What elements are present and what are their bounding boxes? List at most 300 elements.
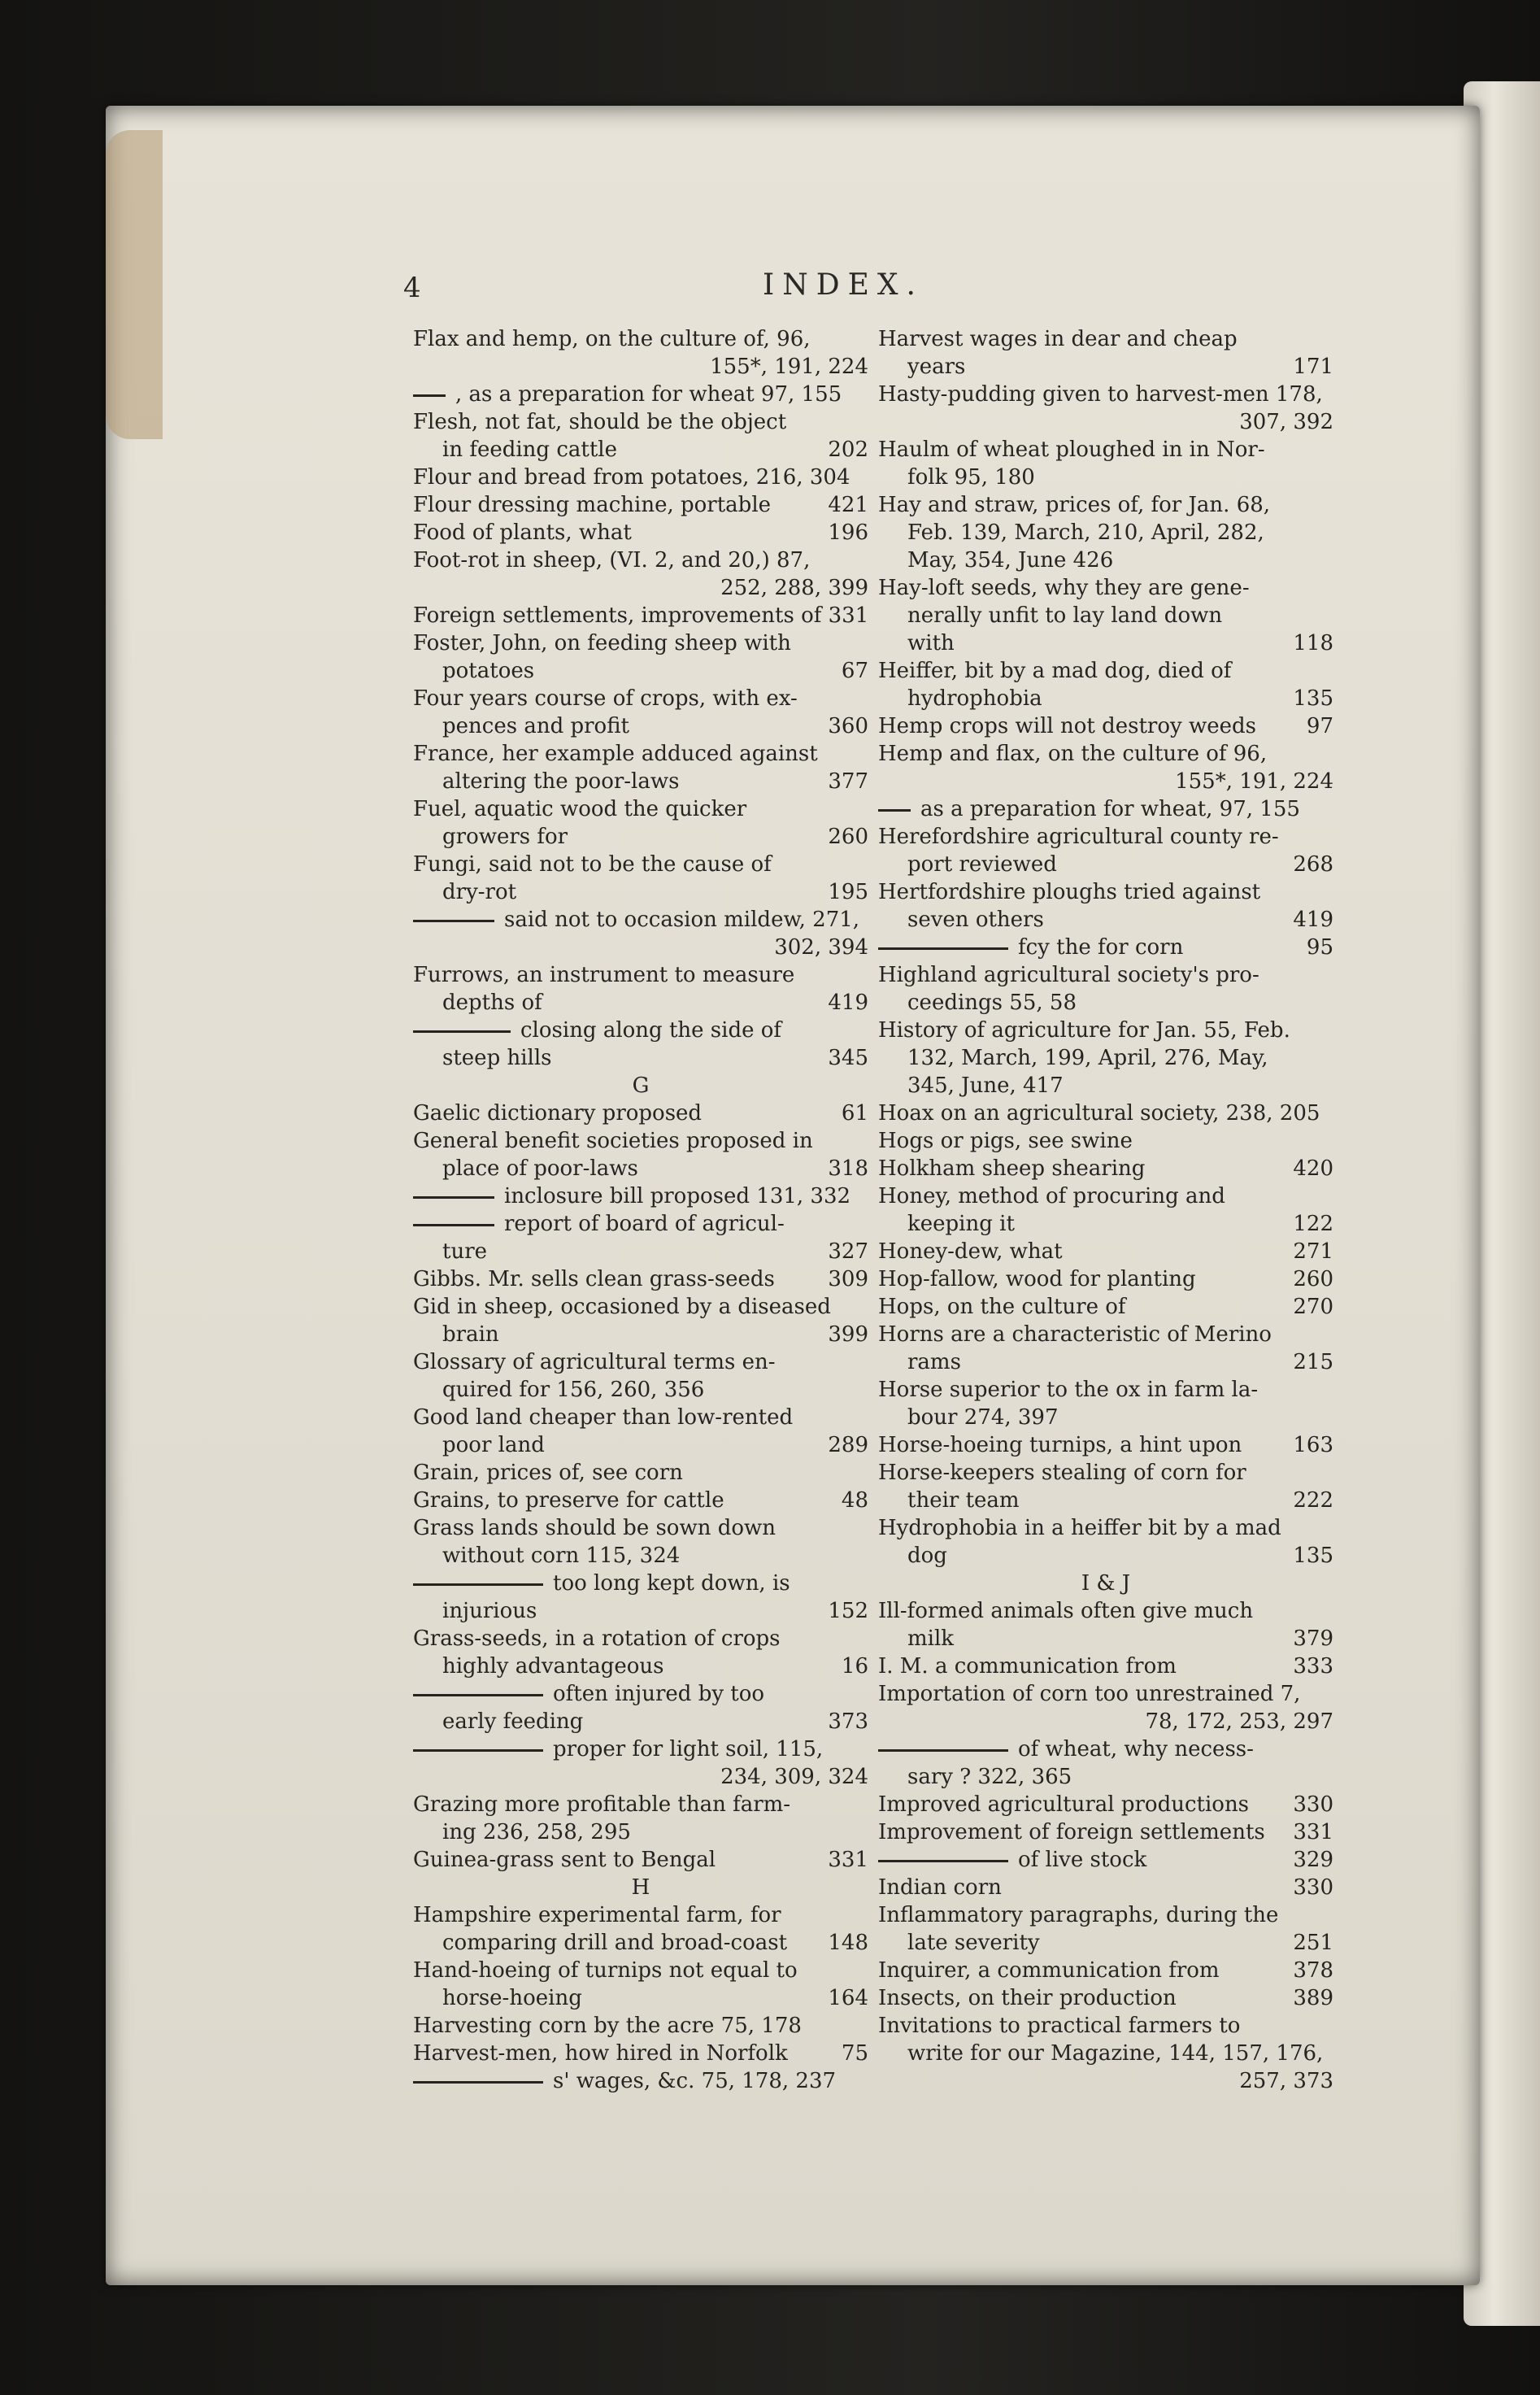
index-entry-text: rams: [907, 1350, 961, 1374]
ditto-dash: [413, 920, 494, 922]
index-entry-line: [413, 353, 868, 381]
index-entry-line: [878, 1321, 1333, 1348]
index-entry-line: [878, 602, 1333, 629]
index-entry-line: [413, 1901, 868, 1929]
index-entry-line: [878, 353, 1333, 381]
index-entry-line: [413, 629, 868, 657]
index-page-ref: 135: [1293, 686, 1333, 711]
index-entry-text: Guinea-grass sent to Bengal: [413, 1848, 716, 1872]
index-page-ref: 135: [1293, 1544, 1333, 1568]
index-entry-line: [878, 1901, 1333, 1929]
ditto-dash: [878, 1860, 1008, 1862]
index-entry-line: [878, 851, 1333, 878]
index-entry-line: [878, 574, 1333, 602]
index-entry-text: injurious: [442, 1599, 537, 1623]
index-entry-text: fcy the for corn: [1018, 935, 1184, 960]
index-entry-line: [413, 1431, 868, 1459]
index-page-ref: 152: [828, 1599, 868, 1623]
index-entry-text: comparing drill and broad-coast: [442, 1931, 788, 1955]
index-entry-text: quired for 156, 260, 356: [442, 1378, 705, 1402]
index-entry-line: [413, 574, 868, 602]
index-entry-text: keeping it: [907, 1212, 1015, 1236]
index-entry-text: Grains, to preserve for cattle: [413, 1488, 724, 1513]
index-entry-line: [878, 1487, 1333, 1514]
ditto-dash: [413, 1196, 494, 1199]
index-entry-text: report of board of agricul-: [504, 1212, 785, 1236]
index-entry-text: Improvement of foreign settlements: [878, 1820, 1265, 1844]
index-entry-text: Hand-hoeing of turnips not equal to: [413, 1958, 798, 1983]
index-page-ref: 270: [1293, 1295, 1333, 1319]
index-entry-text: Fuel, aquatic wood the quicker: [413, 797, 747, 821]
index-entry-line: [413, 1459, 868, 1487]
index-entry-line: [413, 1680, 868, 1708]
index-page-ref: 195: [828, 880, 868, 904]
index-page-ref: 345: [828, 1046, 868, 1070]
index-entry-line: [413, 1846, 868, 1874]
index-page-ref: 378: [1293, 1958, 1333, 1983]
index-page-ref: 333: [1293, 1654, 1333, 1679]
index-entry-text: Flour and bread from potatoes, 216, 304: [413, 465, 850, 490]
index-entry-text: , as a preparation for wheat 97, 155: [455, 382, 842, 407]
index-page-ref: 16: [841, 1654, 868, 1679]
index-entry-line: [413, 989, 868, 1017]
index-entry-text: closing along the side of: [520, 1018, 782, 1043]
index-entry-text: Foster, John, on feeding sheep with: [413, 631, 791, 655]
index-entry-text: growers for: [442, 825, 568, 849]
index-section-heading: [413, 1072, 868, 1100]
ditto-dash: [413, 1583, 543, 1586]
index-entry-line: [413, 1348, 868, 1376]
index-entry-text: Four years course of crops, with ex-: [413, 686, 798, 711]
index-entry-text: Importation of corn too unrestrained 7,: [878, 1682, 1301, 1706]
index-entry-line: [413, 823, 868, 851]
index-entry-line: [413, 1625, 868, 1653]
index-entry-line: [413, 1735, 868, 1763]
index-entry-text: Indian corn: [878, 1875, 1002, 1900]
ditto-dash: [413, 1224, 494, 1226]
index-entry-line: [878, 381, 1333, 408]
index-entry-line: [878, 1514, 1333, 1542]
ditto-dash: [413, 394, 446, 397]
index-entry-text: in feeding cattle: [442, 438, 617, 462]
index-entry-text: pences and profit: [442, 714, 630, 738]
index-section-heading: [413, 1874, 868, 1901]
index-page-ref: 330: [1293, 1875, 1333, 1900]
index-entry-text: History of agriculture for Jan. 55, Feb.: [878, 1018, 1290, 1043]
index-entry-text: said not to occasion mildew, 271,: [504, 908, 860, 932]
index-entry-text: 302, 394: [774, 935, 868, 960]
index-entry-line: [878, 519, 1333, 546]
index-entry-text: Glossary of agricultural terms en-: [413, 1350, 776, 1374]
index-entry-text: inclosure bill proposed 131, 332: [504, 1184, 851, 1208]
index-entry-text: Grass lands should be sown down: [413, 1516, 777, 1540]
index-page-ref: 222: [1293, 1488, 1333, 1513]
index-entry-line: [413, 381, 868, 408]
index-page-ref: 271: [1293, 1239, 1333, 1264]
index-page-ref: 327: [828, 1239, 868, 1264]
index-entry-text: Inquirer, a communication from: [878, 1958, 1220, 1983]
index-entry-text: Inflammatory paragraphs, during the: [878, 1903, 1279, 1927]
index-entry-text: Invitations to practical farmers to: [878, 2014, 1241, 2038]
index-page-ref: 329: [1293, 1848, 1333, 1872]
index-page-ref: 419: [828, 991, 868, 1015]
ditto-dash: [413, 2081, 543, 2084]
index-entry-text: highly advantageous: [442, 1654, 664, 1679]
index-entry-line: [413, 2067, 868, 2095]
page-number: 4: [403, 272, 421, 304]
index-page-ref: 399: [828, 1322, 868, 1347]
index-entry-text: 257, 373: [1239, 2069, 1333, 2093]
index-entry-line: [878, 795, 1333, 823]
index-entry-line: [413, 961, 868, 989]
index-entry-line: [878, 1874, 1333, 1901]
index-entry-text: horse-hoeing: [442, 1986, 582, 2010]
index-page-ref: 260: [1293, 1267, 1333, 1291]
index-page-ref: 251: [1293, 1931, 1333, 1955]
index-entry-text: Foreign settlements, improvements of 331: [413, 603, 869, 628]
index-entry-line: [413, 2040, 868, 2067]
index-entry-line: [413, 436, 868, 464]
index-entry-text: ceedings 55, 58: [907, 991, 1077, 1015]
index-entry-text: Hydrophobia in a heiffer bit by a mad: [878, 1516, 1281, 1540]
index-entry-text: ing 236, 258, 295: [442, 1820, 631, 1844]
index-entry-line: [878, 685, 1333, 712]
index-entry-text: milk: [907, 1626, 955, 1651]
index-entry-line: [878, 1017, 1333, 1044]
ditto-dash: [878, 809, 911, 812]
index-entry-line: [878, 823, 1333, 851]
index-page-ref: 95: [1306, 935, 1333, 960]
index-entry-text: bour 274, 397: [907, 1405, 1059, 1430]
index-entry-line: [413, 740, 868, 768]
index-entry-text: depths of: [442, 991, 542, 1015]
index-entry-line: [878, 1348, 1333, 1376]
index-page-ref: 196: [828, 520, 868, 545]
index-entry-line: [413, 1570, 868, 1597]
index-entry-line: [878, 1127, 1333, 1155]
index-page-ref: 122: [1293, 1212, 1333, 1236]
index-entry-text: potatoes: [442, 659, 535, 683]
index-entry-line: [878, 989, 1333, 1017]
index-entry-text: Hertfordshire ploughs tried against: [878, 880, 1261, 904]
ditto-dash: [878, 1749, 1008, 1752]
page-corner-stain: [106, 130, 163, 439]
index-entry-text: 307, 392: [1239, 410, 1333, 434]
index-section-heading: [878, 1570, 1333, 1597]
index-entry-line: [878, 906, 1333, 934]
index-entry-line: [878, 2012, 1333, 2040]
index-entry-line: [413, 1597, 868, 1625]
index-entry-line: [413, 1265, 868, 1293]
index-entry-line: [413, 1653, 868, 1680]
index-page-ref: 289: [828, 1433, 868, 1457]
index-page-ref: 420: [1293, 1156, 1333, 1181]
index-entry-text: Good land cheaper than low-rented: [413, 1405, 794, 1430]
index-entry-text: 234, 309, 324: [720, 1765, 868, 1789]
index-page-ref: 67: [841, 659, 868, 683]
index-entry-text: 345, June, 417: [907, 1073, 1064, 1098]
index-entry-text: May, 354, June 426: [907, 548, 1114, 573]
index-entry-line: [878, 961, 1333, 989]
index-entry-line: [413, 491, 868, 519]
index-entry-text: ture: [442, 1239, 488, 1264]
index-entry-text: Hay-loft seeds, why they are gene-: [878, 576, 1250, 600]
index-entry-text: poor land: [442, 1433, 545, 1457]
index-entry-line: [878, 408, 1333, 436]
index-page-ref: 61: [841, 1101, 868, 1126]
index-entry-line: [878, 1238, 1333, 1265]
index-entry-line: [878, 1597, 1333, 1625]
index-entry-line: [878, 325, 1333, 353]
index-page-ref: 309: [828, 1267, 868, 1291]
index-entry-text: dog: [907, 1544, 947, 1568]
index-entry-text: 252, 288, 399: [720, 576, 868, 600]
index-entry-line: [413, 1321, 868, 1348]
index-entry-line: [878, 1459, 1333, 1487]
index-entry-text: Horns are a characteristic of Merino: [878, 1322, 1272, 1347]
index-entry-text: Harvesting corn by the acre 75, 178: [413, 2014, 802, 2038]
ditto-dash: [413, 1749, 543, 1752]
index-entry-text: Flour dressing machine, portable: [413, 493, 772, 517]
index-entry-text: Horse-hoeing turnips, a hint upon: [878, 1433, 1242, 1457]
index-entry-line: [413, 1791, 868, 1818]
index-entry-text: Harvest wages in dear and cheap: [878, 327, 1238, 351]
index-entry-text: late severity: [907, 1931, 1040, 1955]
index-entry-text: s' wages, &c. 75, 178, 237: [553, 2069, 837, 2093]
index-entry-text: Honey-dew, what: [878, 1239, 1063, 1264]
index-page-ref: 331: [1293, 1820, 1333, 1844]
index-entry-line: [413, 1514, 868, 1542]
page-title: INDEX.: [763, 268, 924, 302]
index-page-ref: 268: [1293, 852, 1333, 877]
index-entry-line: [878, 740, 1333, 768]
index-entry-line: [878, 1763, 1333, 1791]
index-entry-line: [878, 491, 1333, 519]
index-entry-text: Highland agricultural society's pro-: [878, 963, 1259, 987]
index-entry-text: Hay and straw, prices of, for Jan. 68,: [878, 493, 1271, 517]
index-entry-text: Haulm of wheat ploughed in in Nor-: [878, 438, 1265, 462]
index-entry-text: dry-rot: [442, 880, 517, 904]
index-entry-line: [878, 1210, 1333, 1238]
index-entry-line: [878, 1431, 1333, 1459]
index-page-ref: 331: [828, 1848, 868, 1872]
index-entry-text: Ill-formed animals often give much: [878, 1599, 1254, 1623]
index-entry-text: Flax and hemp, on the culture of, 96,: [413, 327, 811, 351]
index-entry-text: Flesh, not fat, should be the object: [413, 410, 787, 434]
index-entry-text: sary ? 322, 365: [907, 1765, 1072, 1789]
index-entry-line: [413, 1404, 868, 1431]
index-entry-text: Furrows, an instrument to measure: [413, 963, 795, 987]
index-entry-text: Holkham sheep shearing: [878, 1156, 1146, 1181]
index-entry-text: altering the poor-laws: [442, 769, 680, 794]
index-entry-line: [413, 1044, 868, 1072]
index-entry-text: as a preparation for wheat, 97, 155: [920, 797, 1300, 821]
index-entry-line: [878, 1984, 1333, 2012]
index-entry-text: their team: [907, 1488, 1020, 1513]
index-entry-line: [413, 1542, 868, 1570]
index-entry-line: [413, 1763, 868, 1791]
index-entry-line: [878, 1791, 1333, 1818]
index-entry-text: Grain, prices of, see corn: [413, 1461, 683, 1485]
index-page-ref: 379: [1293, 1626, 1333, 1651]
index-entry-line: [878, 1929, 1333, 1957]
index-entry-text: years: [907, 355, 966, 379]
index-entry-line: [878, 1293, 1333, 1321]
index-entry-text: Foot-rot in sheep, (VI. 2, and 20,) 87,: [413, 548, 811, 573]
index-entry-line: [878, 1404, 1333, 1431]
index-entry-line: [413, 1708, 868, 1735]
index-page-ref: 421: [828, 493, 868, 517]
index-page-ref: 48: [841, 1488, 868, 1513]
index-entry-text: of wheat, why necess-: [1018, 1737, 1254, 1761]
index-entry-text: Gibbs. Mr. sells clean grass-seeds: [413, 1267, 775, 1291]
index-entry-line: [878, 1957, 1333, 1984]
index-page-ref: 97: [1306, 714, 1333, 738]
index-entry-text: Insects, on their production: [878, 1986, 1177, 2010]
index-page-ref: 373: [828, 1709, 868, 1734]
index-entry-line: [878, 1072, 1333, 1100]
index-entry-text: Gid in sheep, occasioned by a diseased: [413, 1295, 831, 1319]
index-entry-line: [878, 768, 1333, 795]
index-entry-line: [878, 878, 1333, 906]
index-entry-line: [413, 1155, 868, 1182]
index-entry-line: [878, 1846, 1333, 1874]
index-entry-line: [413, 546, 868, 574]
index-entry-line: [413, 1017, 868, 1044]
index-entry-text: G: [632, 1073, 650, 1098]
index-entry-text: Hemp and flax, on the culture of 96,: [878, 742, 1268, 766]
index-entry-text: nerally unfit to lay land down: [907, 603, 1223, 628]
index-entry-line: [878, 1044, 1333, 1072]
index-page-ref: 202: [828, 438, 868, 462]
index-page-ref: 260: [828, 825, 868, 849]
index-entry-line: [413, 1957, 868, 1984]
index-entry-line: [878, 712, 1333, 740]
index-entry-text: of live stock: [1018, 1848, 1147, 1872]
ditto-dash: [413, 1694, 543, 1696]
index-entry-line: [413, 408, 868, 436]
index-entry-line: [878, 1735, 1333, 1763]
index-entry-text: Grazing more profitable than farm-: [413, 1792, 791, 1817]
index-entry-text: Honey, method of procuring and: [878, 1184, 1225, 1208]
index-page-ref: 164: [828, 1986, 868, 2010]
index-entry-line: [413, 685, 868, 712]
index-entry-text: General benefit societies proposed in: [413, 1129, 813, 1153]
index-entry-line: [413, 1210, 868, 1238]
index-entry-line: [413, 1818, 868, 1846]
index-entry-line: [413, 1376, 868, 1404]
index-entry-text: Hoax on an agricultural society, 238, 205: [878, 1101, 1320, 1126]
ditto-dash: [413, 1030, 511, 1033]
index-entry-text: Gaelic dictionary proposed: [413, 1101, 703, 1126]
index-entry-line: [878, 546, 1333, 574]
index-entry-line: [878, 1680, 1333, 1708]
index-entry-text: write for our Magazine, 144, 157, 176,: [907, 2041, 1324, 2066]
index-entry-line: [413, 795, 868, 823]
index-entry-text: H: [631, 1875, 650, 1900]
index-entry-text: often injured by too: [553, 1682, 765, 1706]
index-entry-line: [413, 934, 868, 961]
index-entry-text: 132, March, 199, April, 276, May,: [907, 1046, 1268, 1070]
index-entry-text: Horse-keepers stealing of corn for: [878, 1461, 1246, 1485]
index-entry-line: [413, 1487, 868, 1514]
index-entry-line: [878, 2067, 1333, 2095]
index-entry-line: [878, 436, 1333, 464]
index-page-ref: 377: [828, 769, 868, 794]
index-entry-line: [413, 1182, 868, 1210]
index-entry-line: [413, 1238, 868, 1265]
index-entry-text: Hemp crops will not destroy weeds: [878, 714, 1256, 738]
index-entry-text: too long kept down, is: [553, 1571, 790, 1596]
index-entry-line: [413, 657, 868, 685]
index-page-ref: 148: [828, 1931, 868, 1955]
index-entry-text: steep hills: [442, 1046, 552, 1070]
index-entry-text: Harvest-men, how hired in Norfolk: [413, 2041, 788, 2066]
index-entry-text: Feb. 139, March, 210, April, 282,: [907, 520, 1264, 545]
index-entry-line: [413, 602, 868, 629]
index-entry-line: [878, 1625, 1333, 1653]
index-page-ref: 318: [828, 1156, 868, 1181]
index-entry-text: folk 95, 180: [907, 465, 1035, 490]
index-entry-line: [878, 934, 1333, 961]
index-entry-line: [413, 1293, 868, 1321]
index-entry-line: [878, 657, 1333, 685]
index-entry-line: [413, 519, 868, 546]
index-entry-line: [413, 768, 868, 795]
index-entry-line: [878, 1265, 1333, 1293]
index-entry-text: port reviewed: [907, 852, 1057, 877]
index-entry-line: [878, 1818, 1333, 1846]
index-page-ref: 75: [841, 2041, 868, 2066]
index-entry-line: [878, 1182, 1333, 1210]
index-entry-text: 78, 172, 253, 297: [1145, 1709, 1333, 1734]
index-entry-text: Hogs or pigs, see swine: [878, 1129, 1133, 1153]
index-entry-text: Grass-seeds, in a rotation of crops: [413, 1626, 781, 1651]
index-entry-line: [878, 629, 1333, 657]
index-page-ref: 215: [1293, 1350, 1333, 1374]
index-entry-text: Hasty-pudding given to harvest-men 178,: [878, 382, 1323, 407]
index-entry-line: [413, 2012, 868, 2040]
index-page-ref: 171: [1293, 355, 1333, 379]
index-entry-line: [878, 464, 1333, 491]
index-entry-line: [413, 1100, 868, 1127]
index-page-ref: 330: [1293, 1792, 1333, 1817]
index-page-ref: 419: [1293, 908, 1333, 932]
index-entry-line: [413, 878, 868, 906]
index-entry-text: Heiffer, bit by a mad dog, died of: [878, 659, 1232, 683]
index-entry-line: [878, 2040, 1333, 2067]
index-entry-text: hydrophobia: [907, 686, 1042, 711]
index-entry-line: [413, 464, 868, 491]
index-page-ref: 360: [828, 714, 868, 738]
index-entry-line: [413, 906, 868, 934]
index-entry-text: place of poor-laws: [442, 1156, 638, 1181]
index-page-ref: 163: [1293, 1433, 1333, 1457]
index-entry-text: Food of plants, what: [413, 520, 632, 545]
index-entry-line: [413, 325, 868, 353]
index-entry-text: proper for light soil, 115,: [553, 1737, 824, 1761]
index-entry-text: Hop-fallow, wood for planting: [878, 1267, 1196, 1291]
index-column-right: [878, 325, 1333, 2095]
index-entry-text: Hops, on the culture of: [878, 1295, 1126, 1319]
index-entry-text: Fungi, said not to be the cause of: [413, 852, 772, 877]
index-entry-text: with: [907, 631, 955, 655]
index-entry-text: Herefordshire agricultural county re-: [878, 825, 1279, 849]
index-page-ref: 118: [1293, 631, 1333, 655]
index-entry-text: brain: [442, 1322, 499, 1347]
index-entry-text: 155*, 191, 224: [710, 355, 868, 379]
index-entry-text: 155*, 191, 224: [1175, 769, 1333, 794]
